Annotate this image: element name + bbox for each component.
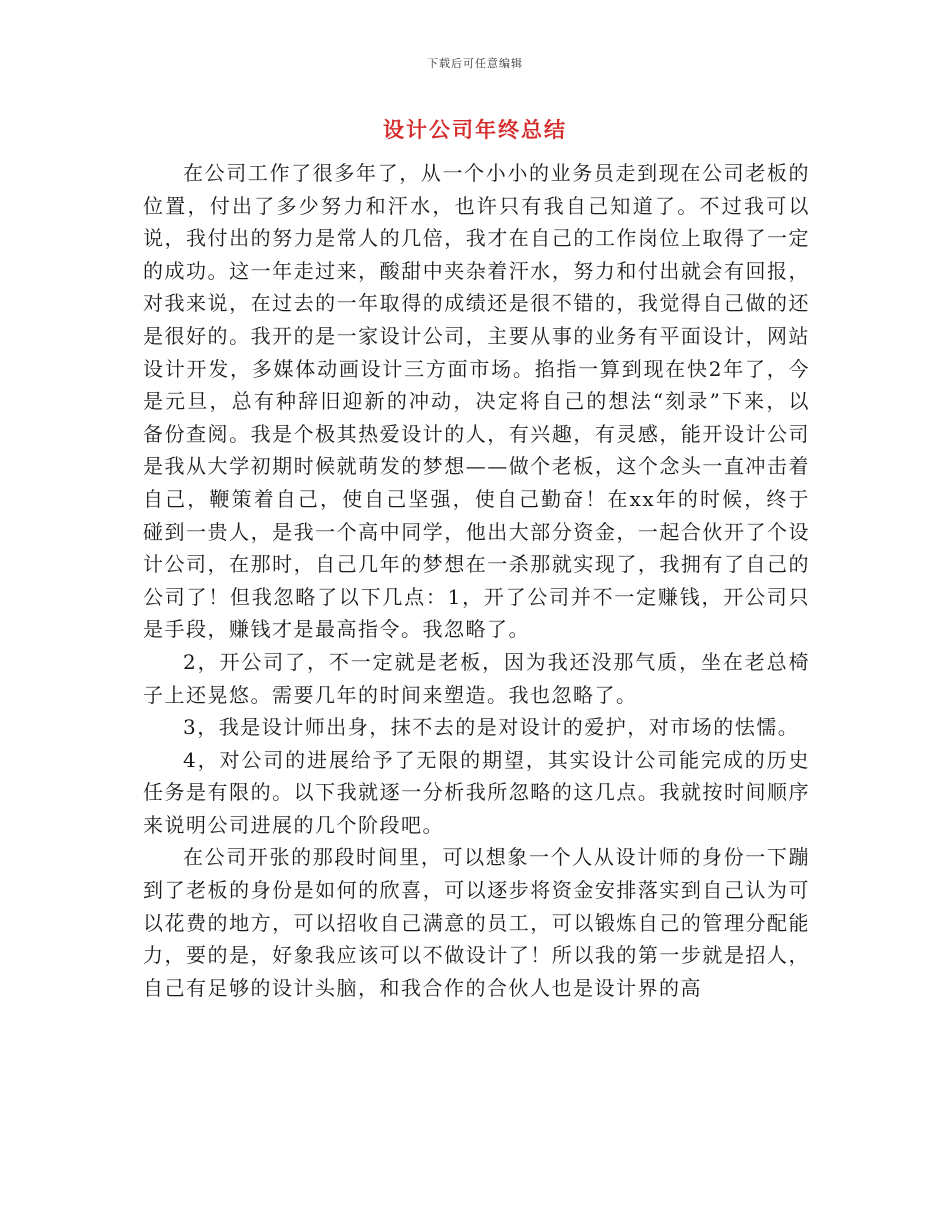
paragraph-3: 3，我是设计师出身，抹不去的是对设计的爱护，对市场的怯懦。 [183, 715, 800, 740]
paragraph-5: 在公司开张的那段时间里，可以想象一个人从设计师的身份一下蹦到了老板的身份是如何的欣喜，可以逐步将资金安排落实到自己认为可以花费的地方，可以招收自己满意的员工，可以锻炼自己的管理分配能力，要的是，好象我应该可以不做设计了！所以我的第一步就是招人，自己有足够的设计头脑，和我合作的合伙人也是设计界的高 [143, 845, 810, 1000]
header-note: 下载后可任意编辑 [427, 57, 523, 70]
document-body [143, 157, 810, 1004]
document-title: 设计公司年终总结 [383, 117, 567, 142]
paragraph-4: 4，对公司的进展给予了无限的期望，其实设计公司能完成的历史任务是有限的。以下我就逐一分析我所忽略的这几点。我就按时间顺序来说明公司进展的几个阶段吧。 [143, 747, 810, 837]
paragraph-2: 2，开公司了，不一定就是老板，因为我还没那气质，坐在老总椅子上还晃悠。需要几年的时间来塑造。我也忽略了。 [143, 649, 810, 707]
paragraph-1: 在公司工作了很多年了，从一个小小的业务员走到现在公司老板的位置，付出了多少努力和汗水，也许只有我自己知道了。不过我可以说，我付出的努力是常人的几倍，我才在自己的工作岗位上取得了一定的成功。这一年走过来，酸甜中夹杂着汗水，努力和付出就会有回报，对我来说，在过去的一年取得的成绩还是很不错的，我觉得自己做的还是很好的。我开的是一家设计公司，主要从事的业务有平面设计，网站设计开发，多媒体动画设计三方面市场。掐指一算到现在快2年了，今是元旦，总有种辞旧迎新的冲动，决定将自己的想法“刻录”下来，以备份查阅。我是个极其热爱设计的人，有兴趣，有灵感，能开设计公司是我从大学初期时候就萌发的梦想——做个老板，这个念头一直冲击着自己，鞭策着自己，使自己坚强，使自己勤奋！在xx年的时候，终于碰到一贵人，是我一个高中同学，他出大部分资金，一起合伙开了个设计公司，在那时，自己几年的梦想在一杀那就实现了，我拥有了自己的公司了！但我忽略了以下几点：1，开了公司并不一定赚钱，开公司只是手段，赚钱才是最高指令。我忽略了。 [143, 161, 810, 642]
